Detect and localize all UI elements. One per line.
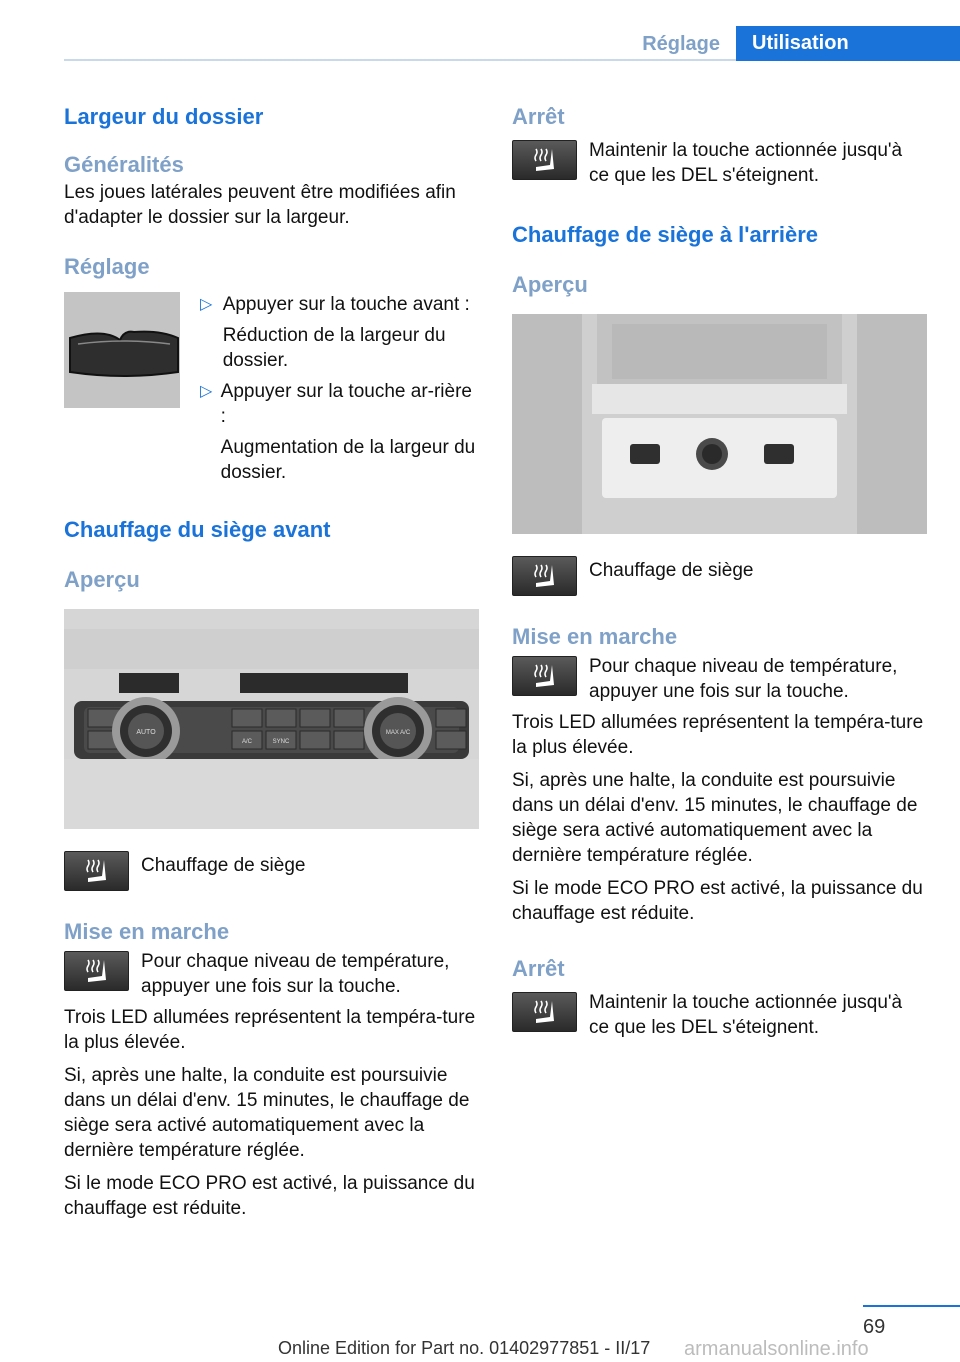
footer-rule [863,1305,960,1307]
section-title-chauffage-avant: Chauffage du siège avant [64,517,331,542]
left-column [64,100,479,1221]
sync-label: SYNC [272,739,290,745]
arret-text: Maintenir la touche actionnée jusqu'à ce que les DEL s'éteignent. [589,140,903,186]
seat-heating-icon [512,992,577,1032]
list-item-label: Appuyer sur la touche avant : [222,294,470,315]
heading-generalites: Généralités [64,152,184,177]
seat-heating-icon [64,951,129,991]
heading-mise-en-marche-arriere: Mise en marche [512,624,678,649]
heading-arret: Arrêt [512,104,565,129]
list-item-detail: Réduction de la largeur du dossier. [222,325,446,371]
edition-footer: Online Edition for Part no. 01402977851 - II/17 [278,1338,651,1358]
seat-heating-icon [512,656,577,696]
list-item-detail: Augmentation de la largeur du dossier. [220,437,476,483]
paragraph: Si, après une halte, la conduite est poursuivie dans un délai d'env. 15 minutes, le chauffage de siège sera activé automatiquement avec la dernière température réglée. [64,1065,470,1161]
section-title-largeur: Largeur du dossier [64,104,264,129]
auto-label: AUTO [136,729,156,736]
paragraph: Si le mode ECO PRO est activé, la puissance du chauffage est réduite. [512,878,923,924]
mise-en-marche-text: Pour chaque niveau de température, appuyer une fois sur la touche. [141,951,450,997]
climate-panel-illustration [64,609,479,829]
seat-switch-icon [64,292,180,408]
seat-heating-icon [64,851,129,891]
seat-switch-photo [64,292,180,408]
list-item-label: Appuyer sur la touche ar‐rière : [220,381,472,427]
seat-heating-glyph [82,958,112,984]
heading-mise-en-marche: Mise en marche [64,919,230,944]
arret-text: Maintenir la touche actionnée jusqu'à ce que les DEL s'éteignent. [589,992,903,1038]
arret-row [512,138,927,188]
page-number: 69 [863,1316,886,1338]
seat-heating-caption: Chauffage de siège [141,855,306,876]
tab-utilisation[interactable]: Utilisation [736,26,960,61]
tab-reglage[interactable]: Réglage [642,33,720,55]
paragraph: Si le mode ECO PRO est activé, la puissance du chauffage est réduite. [64,1173,475,1219]
seat-heating-glyph [82,858,112,884]
seat-heating-glyph [530,147,560,173]
paragraph: Trois LED allumées représentent la tempéra‐ture la plus élevée. [512,712,924,758]
header-rule [64,59,736,61]
generalites-text: Les joues latérales peuvent être modifiées afin d'adapter le dossier sur la largeur. [64,182,456,228]
reglage-block [64,292,479,485]
max-ac-label: MAX A/C [385,730,411,736]
mise-en-marche-text: Pour chaque niveau de température, appuyer une fois sur la touche. [589,656,898,702]
right-column [512,100,927,1040]
section-title-chauffage-arriere: Chauffage de siège à l'arrière [512,222,819,247]
reglage-list [200,292,479,485]
seat-heating-caption: Chauffage de siège [589,560,754,581]
heading-arret-arriere: Arrêt [512,956,565,981]
watermark: armanualsonline.info [684,1338,869,1360]
triangle-bullet-icon: ▷ [200,296,213,313]
heading-reglage: Réglage [64,254,150,279]
seat-heating-caption-row [64,849,479,891]
seat-heating-glyph [530,663,560,689]
seat-heating-caption-row [512,554,927,596]
seat-heating-icon [512,556,577,596]
arret-row [512,990,927,1040]
front-climate-panel-photo [64,609,479,829]
seat-heating-icon [512,140,577,180]
list-item [200,292,479,373]
heading-apercu: Aperçu [64,567,140,592]
mise-en-marche-row [512,654,927,704]
ac-label: A/C [241,739,253,745]
triangle-bullet-icon: ▷ [200,383,213,400]
rear-seat-heating-photo [512,314,927,534]
paragraph: Si, après une halte, la conduite est poursuivie dans un délai d'env. 15 minutes, le chauffage de siège sera activé automatiquement avec la dernière température réglée. [512,770,918,866]
list-item [200,379,479,485]
seat-heating-glyph [530,999,560,1025]
paragraph: Trois LED allumées représentent la tempéra‐ture la plus élevée. [64,1007,476,1053]
rear-console-illustration [512,314,927,534]
heading-apercu-arriere: Aperçu [512,272,588,297]
mise-en-marche-row [64,949,479,999]
seat-heating-glyph [530,563,560,589]
